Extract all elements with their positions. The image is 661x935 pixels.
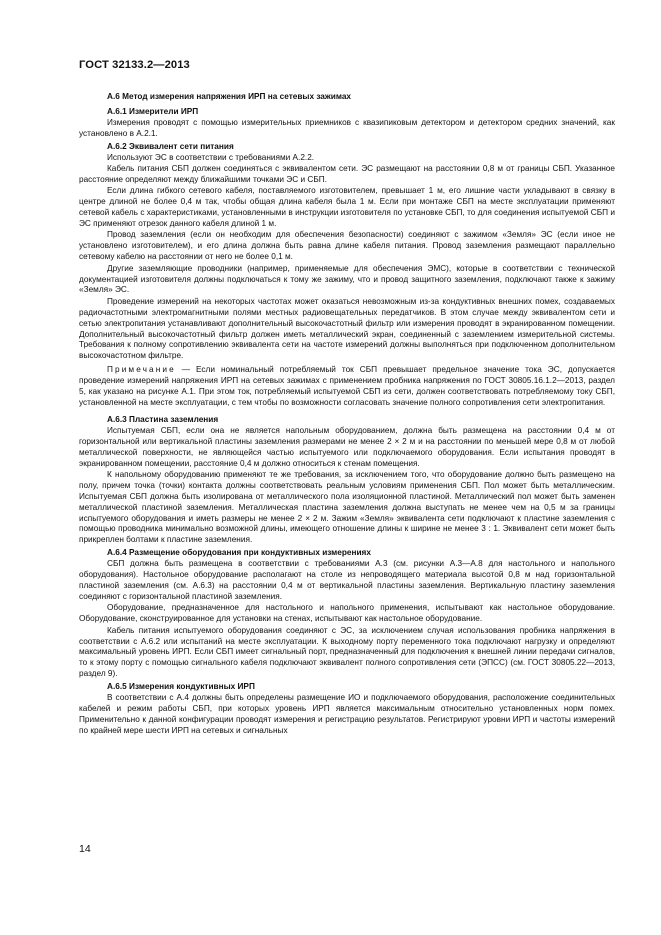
body-paragraph: Используют ЭС в соответствии с требованиями А.2.2. <box>107 152 315 162</box>
document-header: ГОСТ 32133.2—2013 <box>79 59 190 71</box>
body-paragraph: Кабель питания испытуемого оборудования соединяют с ЭС, за исключением случая использования пробника напряжения в соответствии с А.6.2 или испытаний на месте эксплуатации. К выходному порту переменного тока подключают нагрузку и определяют максимальный уровень ИРП. Если СБП имеет сигнальный порт, предназначенный для подключения к внешней линии передачи сигналов, то к этому порту с помощью сигнального кабеля подключают эквивалент полного сопротивления сети (ЭПСС) (см. ГОСТ 30805.22—2013, раздел 9). <box>79 625 615 679</box>
body-paragraph: Проведение измерений на некоторых частотах может оказаться невозможным из-за кондуктивных внешних помех, создаваемых радиочастотными электромагнитными полями местных радиовещательных передатчиков. В этом случае между эквивалентом сети и сетью электропитания устанавливают дополнительный высокочастотный фильтр или измерения проводят в экранированном помещении. Дополнительный высокочастотный фильтр должен иметь металлический экран, соединенный с заземлением измерительной системы. Требования к полному сопротивлению эквивалента сети на частоте измерений должны выполняться при подключенном дополнительном высокочастотном фильтре. <box>79 296 615 361</box>
body-paragraph: К напольному оборудованию применяют те же требования, за исключением того, что оборудование должно быть размещено на полу, причем точка (точки) контакта должны соответствовать реальным условиям применения СБП. Пол может быть металлическим. Испытуемая СБП должна быть изолирована от металлического пола изоляционной пластиной. Металлический пол может быть заменен металлической пластиной заземления. Металлическая пластина заземления должна выступать не менее чем на 0,5 м за границы испытуемого оборудования и иметь размеры не менее 2 × 2 м. Зажим «Земля» эквивалента сети подключают к пластине заземления с помощью проводника минимально возможной длины, имеющего отношение длины к ширине не менее 3 : 1. Эквивалент сети может быть прикреплен болтами к пластине заземления. <box>79 469 615 545</box>
document-body <box>79 92 615 737</box>
body-paragraph: Измерения проводят с помощью измерительных приемников с квазипиковым детектором и детектором средних значений, как установлено в А.2.1. <box>79 117 615 138</box>
section-heading: А.6.3 Пластина заземления <box>107 414 219 424</box>
body-paragraph: СБП должна быть размещена в соответствии с требованиями А.3 (см. рисунки А.3—А.8 для настольного и напольного оборудования). Настольное оборудование располагают на столе из непроводящего материала высотой 0,8 м над горизонтальной пластиной заземления (см. А.6.3) на расстоянии 0,4 м от вертикальной пластины заземления. Вертикальную пластину заземления соединяют с горизонтальной пластиной заземления. <box>79 559 615 601</box>
section-heading: А.6.1 Измерители ИРП <box>107 106 199 116</box>
note-text: — Если номинальный потребляемый ток СБП превышает предельное значение тока ЭС, допускается проведение измерений напряжения ИРП на сетевых зажимах с применением пробника напряжения по ГОСТ 30805.16.1.2—2013, раздел 5, как указано на рисунке А.1. При этом ток, потребляемый испытуемой СБП из сети, должен соответствовать потребляемому току СБП, установленной на месте эксплуатации, с тем чтобы по возможности согласовать значение полного сопротивления сети электропитания. <box>79 365 615 407</box>
section-heading: А.6.5 Измерения кондуктивных ИРП <box>107 682 255 692</box>
note-paragraph <box>79 365 615 409</box>
body-paragraph: Кабель питания СБП должен соединяться с эквивалентом сети. ЭС размещают на расстоянии 0,8 м от границы СБП. Указанное расстояние определяют между ближайшими точками ЭС и СБП. <box>79 163 615 184</box>
body-paragraph: В соответствии с А.4 должны быть определены размещение ИО и подключаемого оборудования, расположение соединительных кабелей и режим работы СБП, при которых уровень ИРП является максимальным относительно установленных норм помех. Применительно к данной конфигурации проводят измерения и регистрацию результатов. Регистрируют уровни ИРП и частоты измерений по крайней мере шести ИРП на сетевых и сигнальных <box>79 693 615 735</box>
body-paragraph: Испытуемая СБП, если она не является напольным оборудованием, должна быть размещена на расстоянии 0,4 м от горизонтальной или вертикальной пластины заземления размерами не менее 2 × 2 м и на расстоянии по меньшей мере 0,8 м от любой металлической поверхности, не являющейся частью испытуемого или подключаемого оборудования. Если испытания проводят в экранированном помещении, расстояние 0,4 м должно относиться к стенам помещения. <box>79 425 615 468</box>
section-heading: А.6.4 Размещение оборудования при кондуктивных измерениях <box>107 548 371 558</box>
body-paragraph: Если длина гибкого сетевого кабеля, поставляемого изготовителем, превышает 1 м, его лишние части укладывают в связку в центре длиной не более 0,4 м так, чтобы общая длина кабеля была 1 м. Если при монтаже СБП на месте эксплуатации применяют сетевой кабель с характеристиками, установленными в инструкции изготовителя по установке СБП, то для соединения испытуемой СБП и ЭС применяют отрезок данного кабеля длиной 1 м. <box>79 186 615 228</box>
body-paragraph: Оборудование, предназначенное для настольного и напольного применения, испытывают как настольное оборудование. Оборудование, сконструированное для установки на стенах, испытывают как настольное оборудование. <box>79 603 615 624</box>
section-heading: А.6.2 Эквивалент сети питания <box>107 141 234 151</box>
body-paragraph: Другие заземляющие проводники (например, применяемые для обеспечения ЭМС), которые в соответствии с технической документацией изготовителя должны подключаться к тому же зажиму, что и провод защитного заземления, подключают также к зажиму «Земля» ЭС. <box>79 263 615 295</box>
body-paragraph: Провод заземления (если он необходим для обеспечения безопасности) соединяют с зажимом «Земля» ЭС (если иное не установлено изготовителем), и его длина должна быть равна длине кабеля питания. Провод заземления размещают параллельно сетевому кабелю на расстоянии от него не более 0,1 м. <box>79 230 615 262</box>
note-label: Примечание <box>107 365 176 375</box>
page-number: 14 <box>79 843 91 855</box>
section-heading: А.6 Метод измерения напряжения ИРП на сетевых зажимах <box>107 92 351 101</box>
